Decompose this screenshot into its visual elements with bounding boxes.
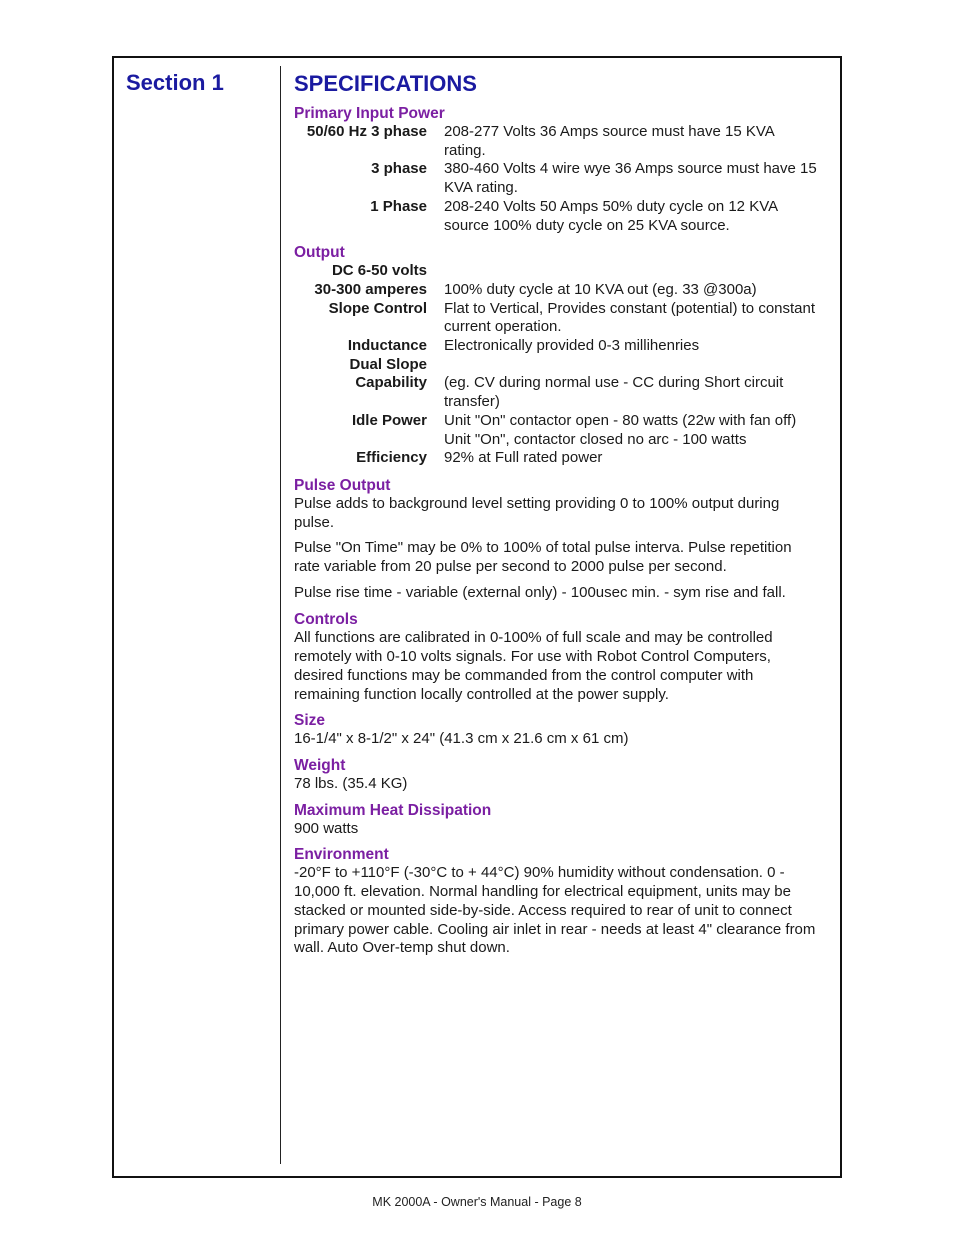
spec-value [444, 262, 819, 281]
spec-value: (eg. CV during normal use - CC during Short circuit transfer) [444, 374, 784, 411]
spec-label: 50/60 Hz 3 phase [306, 123, 427, 140]
specifications-content [294, 70, 819, 958]
spec-label: Capability [355, 374, 427, 392]
column-divider [280, 66, 281, 1164]
spec-label: Inductance [347, 337, 427, 355]
pulse-paragraph: Pulse adds to background level setting providing 0 to 100% output during pulse. [294, 494, 780, 531]
spec-value: 208-240 Volts 50 Amps 50% duty cycle on 12 KVA source 100% duty cycle on 25 KVA source. [444, 197, 778, 234]
spec-label: Slope Control [328, 299, 427, 317]
weight-text: 78 lbs. (35.4 KG) [294, 774, 408, 792]
spec-row [294, 262, 819, 281]
spec-label: Idle Power [351, 411, 427, 429]
spec-row [294, 449, 819, 468]
spec-label: 1 Phase [370, 197, 427, 215]
spec-row [294, 123, 819, 160]
heat-text: 900 watts [294, 819, 359, 837]
environment-heading: Environment [294, 846, 389, 864]
pulse-paragraph: Pulse rise time - variable (external only) - 100usec min. - sym rise and fall. [294, 583, 786, 601]
spec-row [294, 160, 819, 197]
page-footer: MK 2000A - Owner's Manual - Page 8 [372, 1195, 582, 1209]
spec-value [444, 356, 819, 375]
spec-label: 3 phase [371, 160, 427, 178]
spec-label: DC 6-50 volts [331, 262, 427, 280]
spec-row [294, 198, 819, 235]
size-text: 16-1/4" x 8-1/2" x 24" (41.3 cm x 21.6 cm x 61 cm) [294, 730, 629, 748]
heat-heading: Maximum Heat Dissipation [294, 801, 492, 819]
page-title: SPECIFICATIONS [294, 71, 477, 96]
spec-value: Flat to Vertical, Provides constant (potential) to constant current operation. [444, 299, 816, 336]
spec-label: Efficiency [356, 449, 427, 467]
spec-label: 30-300 amperes [314, 280, 427, 298]
spec-value: 208-277 Volts 36 Amps source must have 15 KVA rating. [444, 123, 774, 159]
spec-row [294, 337, 819, 356]
spec-row [294, 374, 819, 411]
spec-value: Unit "On" contactor open - 80 watts (22w with fan off) Unit "On", contactor closed no arc - 100 watts [444, 411, 797, 448]
spec-row [294, 412, 819, 449]
pulse-output-heading: Pulse Output [294, 476, 391, 494]
spec-label: Dual Slope [349, 355, 427, 373]
spec-value: Electronically provided 0-3 millihenries [444, 337, 700, 355]
spec-row [294, 356, 819, 375]
output-table [294, 262, 819, 468]
spec-value: 92% at Full rated power [444, 449, 603, 467]
pulse-paragraph: Pulse "On Time" may be 0% to 100% of total pulse interva. Pulse repetition rate variable from 20 pulse per second to 2000 pulse per second. [294, 539, 792, 576]
environment-text: -20°F to +110°F (-30°C to + 44°C) 90% humidity without condensation. 0 - 10,000 ft. elevation. Normal handling for electrical equipment, units may be stacked or mounted side-by-side. Access required to rear of unit to connect primary power cable. Cooling air inlet in rear - needs at least 4" clearance from wall. Auto Over-temp shut down. [294, 864, 816, 957]
primary-input-heading: Primary Input Power [294, 105, 445, 122]
spec-value: 100% duty cycle at 10 KVA out (eg. 33 @300a) [444, 280, 757, 298]
size-heading: Size [294, 712, 326, 730]
spec-value: 380-460 Volts 4 wire wye 36 Amps source must have 15 KVA rating. [444, 160, 817, 197]
controls-heading: Controls [294, 611, 358, 629]
primary-input-table [294, 123, 819, 235]
output-heading: Output [294, 244, 345, 262]
controls-text: All functions are calibrated in 0-100% of full scale and may be controlled remotely with 0-10 volts signals. For use with Robot Control Computers, desired functions may be commanded from the control computer with remaining function locally controlled at the power supply. [294, 629, 773, 703]
spec-row [294, 300, 819, 337]
section-label: Section 1 [126, 70, 224, 95]
weight-heading: Weight [294, 756, 346, 774]
spec-row [294, 281, 819, 300]
